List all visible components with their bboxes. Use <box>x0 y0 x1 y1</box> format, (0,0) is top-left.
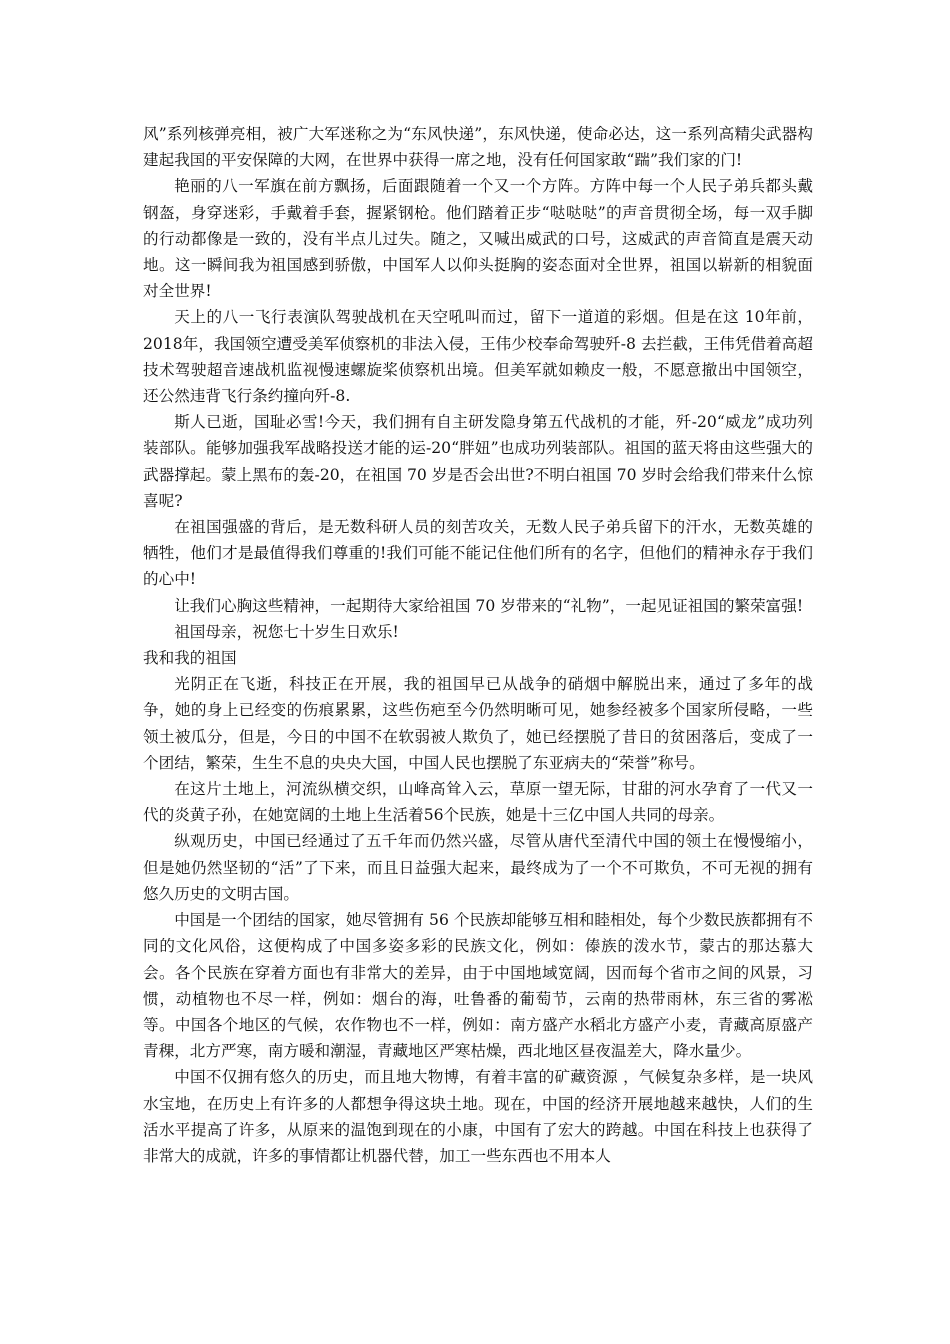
paragraph: 让我们心胸这些精神，一起期待大家给祖国 70 岁带来的“礼物”，一起见证祖国的繁荣富强! <box>174 596 804 615</box>
paragraph: 在这片土地上，河流纵横交织，山峰高耸入云，草原一望无际，甘甜的河水孕育了一代又一代的炎黄子孙，在她宽阔的土地上生活着56个民族，她是十三亿中国人共同的母亲。 <box>143 780 813 825</box>
paragraph: 在祖国强盛的背后，是无数科研人员的刻苦攻关，无数人民子弟兵留下的汗水，无数英雄的牺牲，他们才是最值得我们尊重的!我们可能不能记住他们所有的名字，但他们的精神永存于我们的心中! <box>143 518 813 589</box>
paragraph: 中国不仅拥有悠久的历史，而且地大物博，有着丰富的矿藏资源 ，气候复杂多样，是一块风水宝地，在历史上有许多的人都想争得这块土地。现在，中国的经济开展地越来越快，人们的生活水平提高了许多，从原来的温饱到现在的小康，中国有了宏大的跨越。中国在科技上也获得了非常大的成就，许多的事情都让机器代替，加工一些东西也不用本人 <box>143 1068 813 1165</box>
paragraph: 纵观历史，中国已经通过了五千年而仍然兴盛，尽管从唐代至清代中国的领土在慢慢缩小，但是她仍然坚韧的“活”了下来，而且日益强大起来，最终成为了一个不可欺负，不可无视的拥有悠久历史的文明古国。 <box>143 832 813 903</box>
paragraph-continued: 风”系列核弹亮相，被广大军迷称之为“东风快递”，东风快递，使命必达，这一系列高精尖武器构建起我国的平安保障的大网，在世界中获得一席之地，没有任何国家敢“踹”我们家的门! <box>143 125 813 170</box>
paragraph: 祖国母亲，祝您七十岁生日欢乐! <box>174 622 399 641</box>
section-heading: 我和我的祖国 <box>143 649 237 668</box>
paragraph: 天上的八一飞行表演队驾驶战机在天空吼叫而过，留下一道道的彩烟。但是在这 10年前，2018年，我国领空遭受美军侦察机的非法入侵，王伟少校奉命驾驶歼-8 去拦截，王伟凭借着高超技术驾驶超音速战机监视慢速螺旋桨侦察机出境。但美军就如赖皮一般，不愿意撤出中国领空，还公然违背飞行条约撞向歼-8. <box>143 308 813 406</box>
paragraph: 光阴正在飞逝，科技正在开展，我的祖国早已从战争的硝烟中解脱出来，通过了多年的战争，她的身上已经变的伤痕累累，这些伤疤至今仍然明晰可见，她参经被多个国家所侵略，一些领土被瓜分，但是，今日的中国不在软弱被人欺负了，她已经摆脱了昔日的贫困落后，变成了一个团结，繁荣，生生不息的央央大国，中国人民也摆脱了东亚病夫的“荣誉”称号。 <box>143 675 813 772</box>
paragraph: 艳丽的八一军旗在前方飘扬，后面跟随着一个又一个方阵。方阵中每一个人民子弟兵都头戴钢盔，身穿迷彩，手戴着手套，握紧钢枪。他们踏着正步“哒哒哒”的声音贯彻全场，每一双手脚的行动都像是一致的，没有半点儿过失。随之，又喊出威武的口号，这威武的声音简直是震天动地。这一瞬间我为祖国感到骄傲，中国军人以仰头挺胸的姿态面对全世界，祖国以崭新的相貌面对全世界! <box>143 177 813 301</box>
paragraph: 斯人已逝，国耻必雪!今天，我们拥有自主研发隐身第五代战机的才能，歼-20“威龙”成功列装部队。能够加强我军战略投送才能的运-20“胖妞”也成功列装部队。祖国的蓝天将由这些强大的武器撑起。蒙上黑布的轰-20，在祖国 70 岁是否会出世?不明白祖国 70 岁时会给我们带来什么惊喜呢? <box>143 413 813 510</box>
paragraph: 中国是一个团结的国家，她尽管拥有 56 个民族却能够互相和睦相处，每个少数民族都拥有不同的文化风俗，这便构成了中国多姿多彩的民族文化，例如：傣族的泼水节，蒙古的那达慕大会。各个民族在穿着方面也有非常大的差异，由于中国地域宽阔，因而每个省市之间的风景，习惯，动植物也不尽一样，例如：烟台的海，吐鲁番的葡萄节，云南的热带雨林，东三省的雾凇等。中国各个地区的气候，农作物也不一样，例如：南方盛产水稻北方盛产小麦，青藏高原盛产青稞，北方严寒，南方暖和潮湿，青藏地区严寒枯燥，西北地区昼夜温差大，降水量少。 <box>143 911 813 1061</box>
document-page <box>143 121 813 1169</box>
